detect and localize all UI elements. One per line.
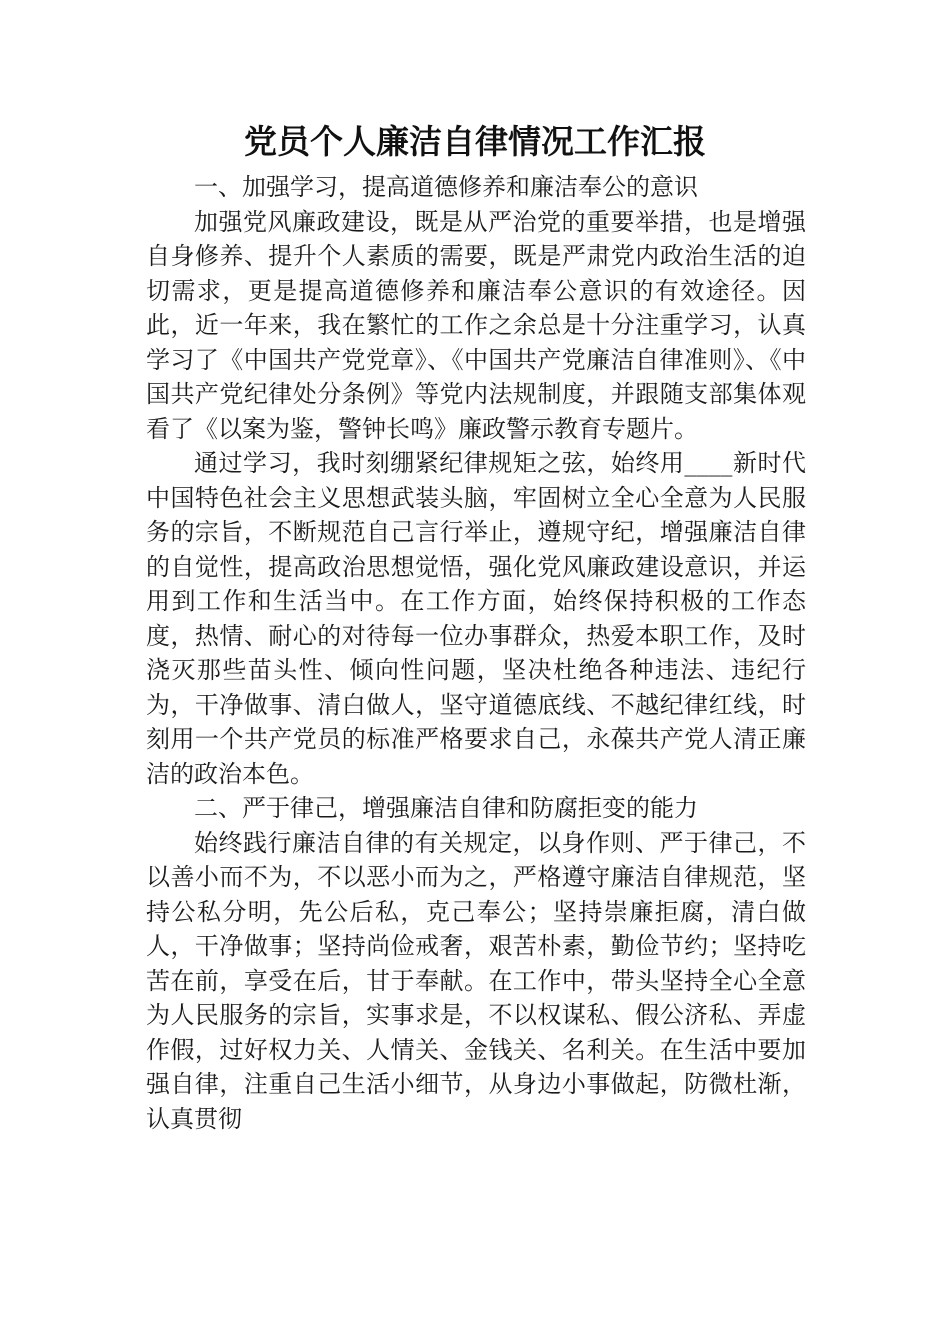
document-title: 党员个人廉洁自律情况工作汇报 (244, 122, 706, 161)
section-1-paragraph-2: 通过学习，我时刻绷紧纪律规矩之弦，始终用____新时代中国特色社会主义思想武装头脑，牢固树立全心全意为人民服务的宗旨，不断规范自己言行举止，遵规守纪，增强廉洁自律的自觉性，提高政治思想觉悟，强化党风廉政建设意识，并运用到工作和生活当中。在工作方面，始终保持积极的工作态度，热情、耐心的对待每一位办事群众，热爱本职工作，及时浇灭那些苗头性、倾向性问题，坚决杜绝各种违法、违纪行为，干净做事、清白做人，坚守道德底线、不越纪律红线，时刻用一个共产党员的标准严格要求自己，永葆共产党人清正廉洁的政治本色。 (146, 449, 806, 788)
section-2-heading: 二、严于律己，增强廉洁自律和防腐拒变的能力 (194, 794, 698, 822)
section-1-paragraph-1: 加强党风廉政建设，既是从严治党的重要举措，也是增强自身修养、提升个人素质的需要，既是严肃党内政治生活的迫切需求，更是提高道德修养和廉洁奉公意识的有效途径。因此，近一年来，我在繁忙的工作之余总是十分注重学习，认真学习了《中国共产党党章》、《中国共产党廉洁自律准则》、《中国共产党纪律处分条例》等党内法规制度，并跟随支部集体观看了《以案为鉴，警钟长鸣》廉政警示教育专题片。 (146, 207, 806, 443)
document-body (146, 170, 806, 1136)
section-1-heading: 一、加强学习，提高道德修养和廉洁奉公的意识 (194, 173, 698, 201)
section-2-paragraph-1: 始终践行廉洁自律的有关规定，以身作则、严于律己，不以善小而不为，不以恶小而为之，严格遵守廉洁自律规范，坚持公私分明，先公后私，克己奉公；坚持崇廉拒腐，清白做人，干净做事；坚持尚俭戒奢，艰苦朴素，勤俭节约；坚持吃苦在前，享受在后，甘于奉献。在工作中，带头坚持全心全意为人民服务的宗旨，实事求是，不以权谋私、假公济私、弄虚作假，过好权力关、人情关、金钱关、名利关。在生活中要加强自律，注重自己生活小细节，从身边小事做起，防微杜渐，认真贯彻 (146, 828, 806, 1133)
